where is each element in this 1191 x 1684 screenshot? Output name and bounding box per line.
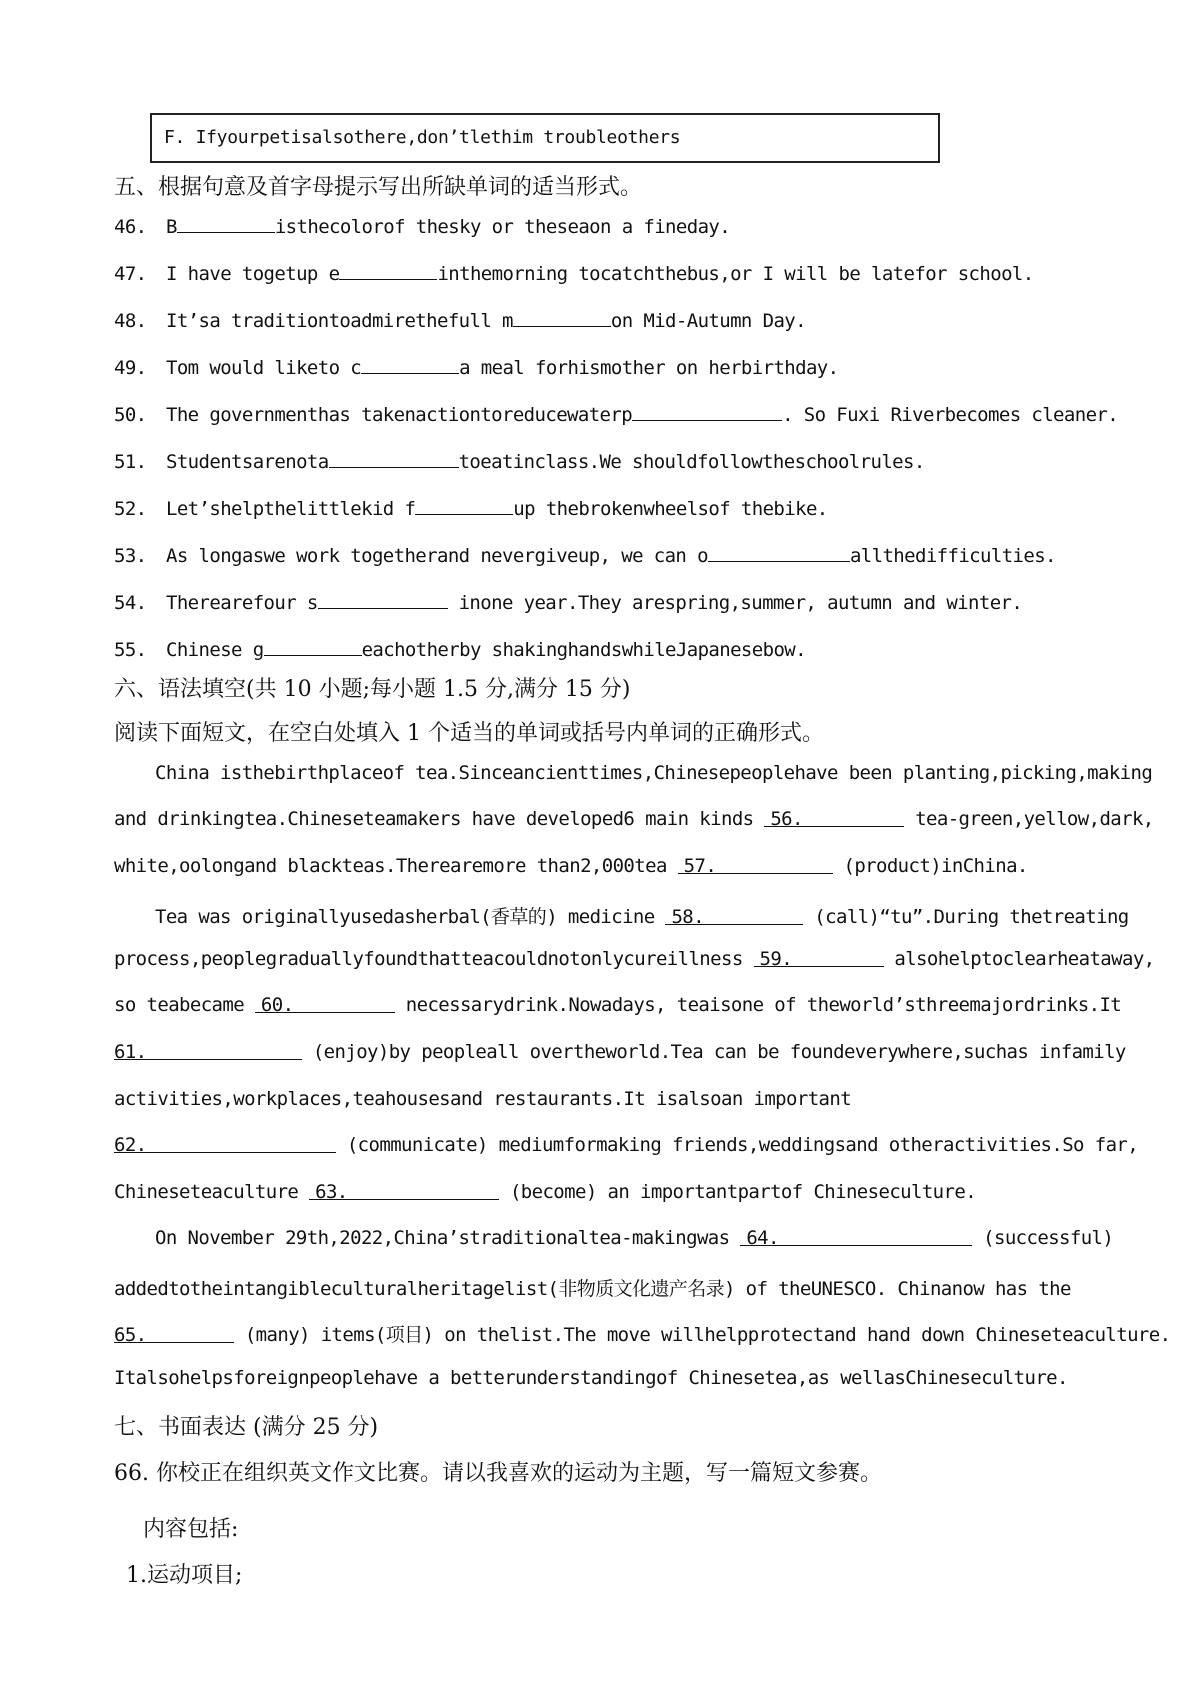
passage-line: 61. (enjoy)by peopleall overtheworld.Tea can be foundeverywhere,suchas infamily	[114, 1041, 1126, 1063]
passage-line: 65. (many) items(项目) on thelist.The move willhelpprotectand hand down Chineseteaculture.	[114, 1324, 1171, 1346]
vocab-item-47	[114, 261, 1034, 285]
passage-line: Chineseteaculture 63. (become) an importantpartof Chineseculture.	[114, 1181, 977, 1203]
item-number: 54.	[114, 592, 147, 614]
item-text-before: Studentsarenota	[166, 451, 329, 473]
item-text-before: It’sa traditiontoadmirethefull m	[166, 310, 513, 332]
item-text-before: Chinese g	[166, 639, 264, 661]
content-label: 内容包括:	[143, 1517, 239, 1542]
vocab-item-55	[114, 637, 806, 661]
item-text-before: Therearefour s	[166, 592, 318, 614]
passage-line: white,oolongand blackteas.Therearemore than2,000tea 57. (product)inChina.	[114, 855, 1028, 877]
passage-line: 62. (communicate) mediumformaking friends,weddingsand otheractivities.So far,	[114, 1134, 1139, 1156]
passage-line: process,peoplegraduallyfoundthatteacouldnotonlycureillness 59. alsohelptoclearheataway,	[114, 948, 1155, 970]
passage-line: so teabecame 60. necessarydrink.Nowadays, teaisone of theworld’sthreemajordrinks.It	[114, 994, 1122, 1016]
passage-line: addedtotheintangibleculturalheritagelist(非物质文化遗产名录) of theUNESCO. Chinanow has the	[114, 1278, 1071, 1300]
section6-title: 六、语法填空(共 10 小题;每小题 1.5 分,满分 15 分)	[114, 677, 631, 702]
item-text-after: inone year.They arespring,summer, autumn and winter.	[447, 592, 1023, 614]
vocab-item-46	[114, 214, 730, 238]
item-text-after: eachotherby shakinghandswhileJapanesebow.	[361, 639, 806, 661]
blank-61[interactable]: 61.	[114, 1041, 302, 1060]
passage-line: Italsohelpsforeignpeoplehave a betterunderstandingof Chinesetea,as wellasChineseculture.	[114, 1367, 1068, 1389]
answer-blank[interactable]	[339, 261, 437, 280]
item-text-before: Let’shelpthelittlekid f	[166, 498, 416, 520]
blank-58[interactable]: 58.	[665, 906, 803, 925]
answer-blank[interactable]	[361, 355, 459, 374]
answer-blank[interactable]	[329, 449, 459, 468]
item-text-before: As longaswe work togetherand nevergiveup, we can o	[166, 545, 708, 567]
blank-56[interactable]: 56.	[764, 808, 904, 827]
vocab-item-52	[114, 496, 828, 520]
item-number: 46.	[114, 216, 147, 238]
blank-57[interactable]: 57.	[678, 855, 833, 874]
vocab-item-54	[114, 590, 1022, 614]
item-text-after: a meal forhismother on herbirthday.	[459, 357, 839, 379]
answer-blank[interactable]	[415, 496, 513, 515]
item-text-after: allthedifficulties.	[849, 545, 1056, 567]
answer-blank[interactable]	[264, 637, 362, 656]
item-text-after: on Mid-Autumn Day.	[610, 310, 806, 332]
blank-63[interactable]: 63.	[309, 1181, 499, 1200]
answer-blank[interactable]	[513, 308, 611, 327]
item-text-after: inthemorning tocatchthebus,or I will be latefor school.	[437, 263, 1034, 285]
content-point-1: 1.运动项目;	[126, 1563, 243, 1588]
section5-title: 五、根据句意及首字母提示写出所缺单词的适当形式。	[114, 175, 643, 200]
vocab-item-50	[114, 402, 1118, 426]
passage-line: activities,workplaces,teahousesand restaurants.It isalsoan important	[114, 1088, 852, 1110]
passage-line: and drinkingtea.Chineseteamakers have developed6 main kinds 56. tea-green,yellow,dark,	[114, 808, 1154, 830]
option-box	[150, 113, 940, 163]
item-text-after: up thebrokenwheelsof thebike.	[513, 498, 828, 520]
answer-blank[interactable]	[708, 543, 850, 562]
item-number: 53.	[114, 545, 147, 567]
item-text-before: I have togetup e	[166, 263, 340, 285]
passage-line: China isthebirthplaceof tea.Sinceancienttimes,Chinesepeoplehave been planting,picking,making	[155, 762, 1153, 784]
item-number: 48.	[114, 310, 147, 332]
section7-title: 七、书面表达 (满分 25 分)	[114, 1415, 379, 1440]
answer-blank[interactable]	[632, 402, 782, 421]
vocab-item-53	[114, 543, 1056, 567]
blank-59[interactable]: 59.	[754, 948, 884, 967]
item-text-before: The governmenthas takenactiontoreducewaterp	[166, 404, 633, 426]
passage-line: On November 29th,2022,China’straditionaltea-makingwas 64. (successful)	[155, 1227, 1114, 1249]
blank-62[interactable]: 62.	[114, 1134, 336, 1153]
answer-blank[interactable]	[177, 214, 275, 233]
vocab-item-48	[114, 308, 806, 332]
item-number: 51.	[114, 451, 147, 473]
item-text-before: Tom would liketo c	[166, 357, 362, 379]
item-number: 49.	[114, 357, 147, 379]
vocab-item-51	[114, 449, 925, 473]
question-66: 66. 你校正在组织英文作文比赛。请以我喜欢的运动为主题，写一篇短文参赛。	[114, 1461, 882, 1486]
item-number: 55.	[114, 639, 147, 661]
item-text-after: toeatinclass.We shouldfollowtheschoolrules.	[458, 451, 925, 473]
vocab-item-49	[114, 355, 838, 379]
blank-65[interactable]: 65.	[114, 1324, 234, 1343]
blank-64[interactable]: 64.	[740, 1227, 972, 1246]
item-number: 52.	[114, 498, 147, 520]
option-f-text: F. Ifyourpetisalsothere,don’tlethim troubleothers	[164, 127, 681, 148]
passage-line: Tea was originallyusedasherbal(香草的) medicine 58. (call)“tu”.During thetreating	[155, 906, 1129, 928]
blank-60[interactable]: 60.	[255, 994, 395, 1013]
item-number: 47.	[114, 263, 147, 285]
section6-instruction: 阅读下面短文，在空白处填入 1 个适当的单词或括号内单词的正确形式。	[114, 721, 824, 746]
item-text-after: . So Fuxi Riverbecomes cleaner.	[782, 404, 1119, 426]
item-text-after: isthecolorof thesky or theseaon a fineday.	[274, 216, 731, 238]
item-number: 50.	[114, 404, 147, 426]
item-text-before: B	[166, 216, 177, 238]
answer-blank[interactable]	[318, 590, 448, 609]
